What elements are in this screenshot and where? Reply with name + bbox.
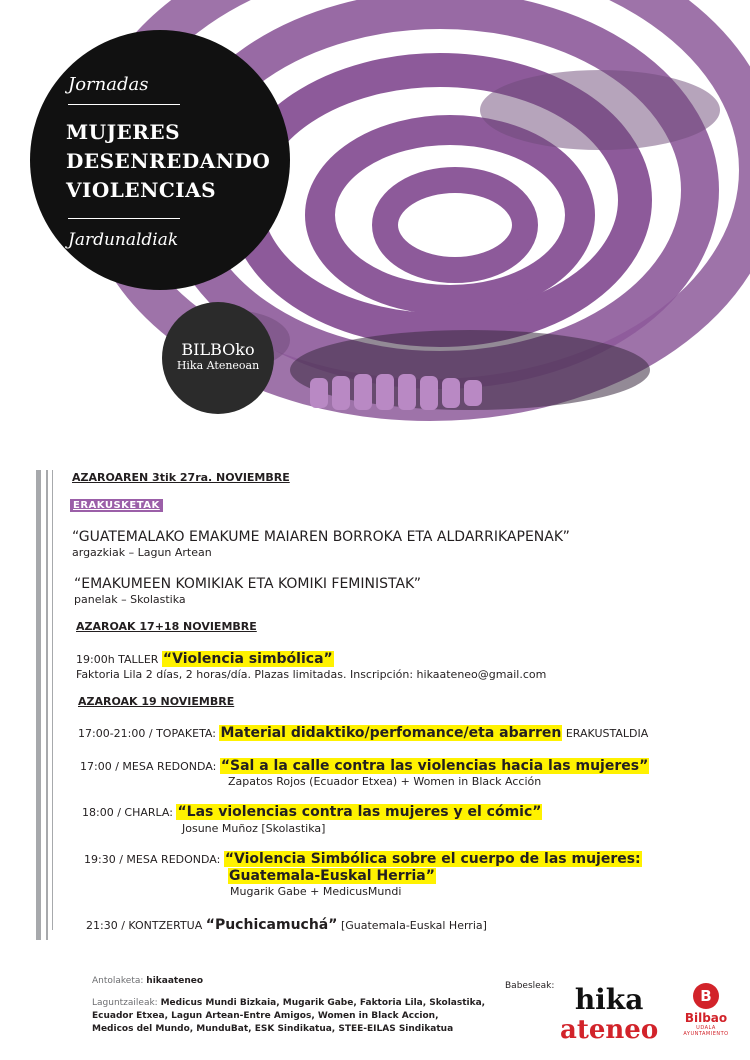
venue-line1: BILBOko: [181, 340, 255, 359]
event-time: 19:00h TALLER: [76, 653, 159, 666]
event-row-cont: [228, 868, 436, 884]
event-detail: Zapatos Rojos (Ecuador Etxea) + Women in Black Acción: [228, 775, 542, 788]
title-badge: [30, 30, 290, 290]
event-time: 19:30 / MESA REDONDA:: [84, 853, 221, 866]
exhibition-title: “EMAKUMEEN KOMIKIAK ETA KOMIKI FEMINISTAK”: [74, 576, 422, 592]
event-row: [84, 851, 642, 867]
sponsors-label: Babesleak:: [505, 981, 555, 991]
title-line: MUJERES: [66, 120, 181, 144]
event-detail: Josune Muñoz [Skolastika]: [182, 822, 326, 835]
exhibition-detail: argazkiak – Lagun Artean: [72, 546, 212, 559]
event-title: [66, 118, 270, 205]
event-time: 17:00 / MESA REDONDA:: [80, 760, 217, 773]
decorative-bar: [46, 470, 48, 940]
hika-ateneo-logo: hika ateneo: [560, 983, 659, 1045]
collaborators-line: Medicos del Mundo, MunduBat, ESK Sindikatua, STEE-EILAS Sindikatua: [92, 1024, 454, 1034]
event-time: 17:00-21:00 / TOPAKETA:: [78, 727, 216, 740]
event-highlight: “Violencia Simbólica sobre el cuerpo de las mujeres:: [224, 851, 641, 867]
title-line: VIOLENCIAS: [66, 178, 217, 202]
event-row: [80, 758, 649, 774]
venue-line2: Hika Ateneoan: [176, 359, 260, 372]
event-detail: Mugarik Gabe + MedicusMundi: [230, 885, 402, 898]
event-highlight: Guatemala-Euskal Herria”: [229, 868, 435, 884]
event-row: [78, 725, 648, 741]
decorative-bar: [52, 470, 53, 930]
bilbao-logo: B Bilbao UDALA AYUNTAMIENTO: [680, 983, 732, 1037]
exhibition-title: “GUATEMALAKO EMAKUME MAIAREN BORROKA ETA ALDARRIKAPENAK”: [72, 529, 570, 545]
day2-date: AZAROAK 19 NOVIEMBRE: [78, 695, 235, 708]
decorative-bar: [36, 470, 41, 940]
event-time: 21:30 / KONTZERTUA: [86, 919, 203, 932]
day1-date: AZAROAK 17+18 NOVIEMBRE: [76, 620, 257, 633]
event-suffix: [Guatemala-Euskal Herria]: [340, 919, 487, 932]
event-highlight: “Sal a la calle contra las violencias hacia las mujeres”: [220, 758, 649, 774]
concert-row: [86, 917, 487, 933]
jornadas-label: Jornadas: [68, 74, 149, 95]
collaborators-line: Ecuador Etxea, Lagun Artean-Entre Amigos, Women in Black Accion,: [92, 1011, 439, 1021]
concert-title: “Puchicamuchá”: [205, 917, 338, 933]
jardunaldiak-label: Jardunaldiak: [68, 230, 179, 250]
bilbao-mark-icon: B: [693, 983, 719, 1009]
dates-main: AZAROAREN 3tik 27ra. NOVIEMBRE: [72, 471, 290, 484]
divider: [68, 218, 180, 219]
event-highlight: “Las violencias contra las mujeres y el cómic”: [177, 804, 542, 820]
hero-image: [0, 0, 750, 470]
venue-badge: [162, 302, 274, 414]
collaborators: Laguntzaileak: Medicus Mundi Bizkaia, Mugarik Gabe, Faktoria Lila, Skolastika,: [92, 998, 486, 1008]
day1-workshop: [76, 651, 334, 667]
event-highlight: “Violencia simbólica”: [162, 651, 333, 667]
day1-info: Faktoria Lila 2 días, 2 horas/día. Plazas limitadas. Inscripción: hikaateneo@gmail.com: [76, 668, 547, 681]
exhibition-detail: panelak – Skolastika: [74, 593, 186, 606]
title-line: DESENREDANDO: [66, 149, 271, 173]
divider: [68, 104, 180, 105]
event-row: [82, 804, 542, 820]
event-highlight: Material didaktiko/perfomance/eta abarren: [220, 725, 562, 741]
event-suffix: ERAKUSTALDIA: [565, 727, 649, 740]
exhibitions-tag: ERAKUSKETAK: [70, 498, 163, 511]
event-time: 18:00 / CHARLA:: [82, 806, 173, 819]
organizer: Antolaketa: hikaateneo: [92, 976, 204, 986]
